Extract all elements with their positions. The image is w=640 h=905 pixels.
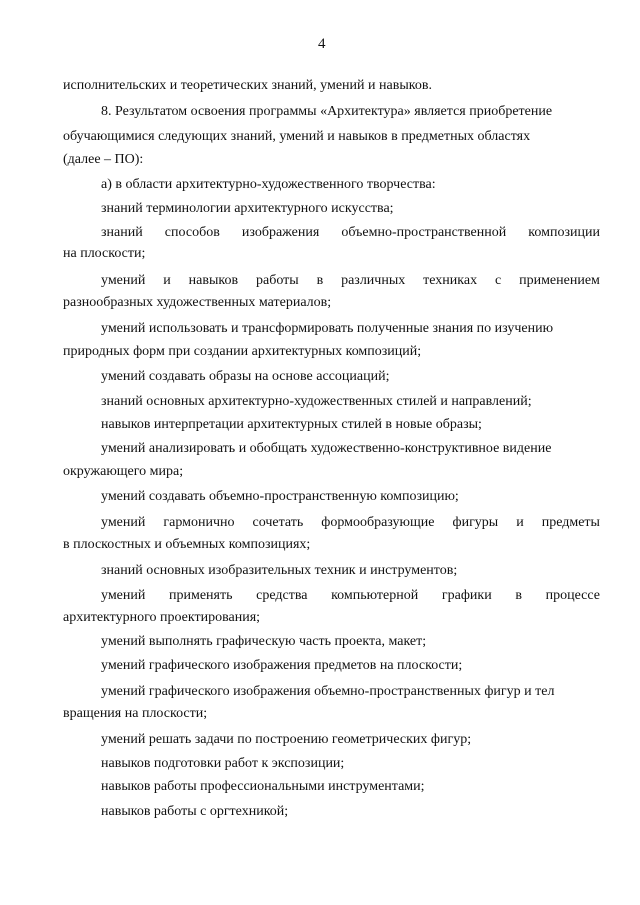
- text-line: а) в области архитектурно-художественного творчества:: [101, 177, 436, 192]
- text-line-justified: [101, 514, 600, 532]
- text-line: умений графического изображения объемно-пространственных фигур и тел: [101, 684, 555, 699]
- word: в: [316, 273, 324, 288]
- text-line: навыков интерпретации архитектурных стилей в новые образы;: [101, 417, 482, 432]
- text-line: умений анализировать и обобщать художественно-конструктивное видение: [101, 441, 552, 456]
- word: объемно-пространственной: [341, 225, 507, 240]
- text-line: умений решать задачи по построению геометрических фигур;: [101, 732, 472, 747]
- word: композиции: [528, 225, 600, 240]
- word: техниках: [423, 273, 478, 288]
- word: различных: [341, 273, 406, 288]
- text-line: умений использовать и трансформировать полученные знания по изучению: [101, 321, 554, 336]
- text-line: знаний основных изобразительных техник и инструментов;: [101, 563, 458, 578]
- word: умений: [101, 273, 146, 288]
- text-line-justified: [101, 224, 600, 242]
- word: знаний: [101, 225, 143, 240]
- text-line: в плоскостных и объемных композициях;: [63, 537, 311, 552]
- text-line: обучающимися следующих знаний, умений и навыков в предметных областях: [63, 129, 531, 144]
- text-line: навыков подготовки работ к экспозиции;: [101, 756, 345, 771]
- text-line: умений создавать объемно-пространственную композицию;: [101, 489, 459, 504]
- text-line: вращения на плоскости;: [63, 706, 208, 721]
- text-line: умений графического изображения предметов на плоскости;: [101, 658, 463, 673]
- word: и: [163, 273, 171, 288]
- word: фигуры: [452, 515, 499, 530]
- word: процессе: [545, 588, 600, 603]
- word: применять: [169, 588, 233, 603]
- word: в: [515, 588, 522, 603]
- text-line: 8. Результатом освоения программы «Архитектура» является приобретение: [101, 104, 553, 119]
- word: способов: [164, 225, 220, 240]
- text-line: разнообразных художественных материалов;: [63, 295, 332, 310]
- word: сочетать: [252, 515, 304, 530]
- word: работы: [255, 273, 299, 288]
- word: навыков: [188, 273, 239, 288]
- text-line: (далее – ПО):: [63, 152, 144, 167]
- word: компьютерной: [331, 588, 419, 603]
- word: и: [516, 515, 524, 530]
- word: умений: [101, 588, 146, 603]
- text-line: архитектурного проектирования;: [63, 610, 261, 625]
- word: умений: [101, 515, 146, 530]
- text-line: на плоскости;: [63, 246, 146, 261]
- word: графики: [441, 588, 492, 603]
- text-line: окружающего мира;: [63, 464, 184, 479]
- text-line: навыков работы с оргтехникой;: [101, 804, 289, 819]
- page-number: 4: [318, 36, 326, 52]
- text-line-justified: [101, 587, 600, 605]
- text-line: умений выполнять графическую часть проекта, макет;: [101, 634, 427, 649]
- word: формообразующие: [321, 515, 435, 530]
- text-line: знаний терминологии архитектурного искусства;: [101, 201, 394, 216]
- word: гармонично: [163, 515, 235, 530]
- text-line: природных форм при создании архитектурных композиций;: [63, 344, 422, 359]
- word: изображения: [241, 225, 320, 240]
- text-line: умений создавать образы на основе ассоциаций;: [101, 369, 390, 384]
- word: с: [494, 273, 502, 288]
- text-line-justified: [101, 272, 600, 290]
- word: предметы: [541, 515, 600, 530]
- text-line: навыков работы профессиональными инструментами;: [101, 779, 425, 794]
- text-line: знаний основных архитектурно-художественных стилей и направлений;: [101, 394, 532, 409]
- word: применением: [519, 273, 600, 288]
- text-line: исполнительских и теоретических знаний, умений и навыков.: [63, 78, 432, 93]
- word: средства: [256, 588, 308, 603]
